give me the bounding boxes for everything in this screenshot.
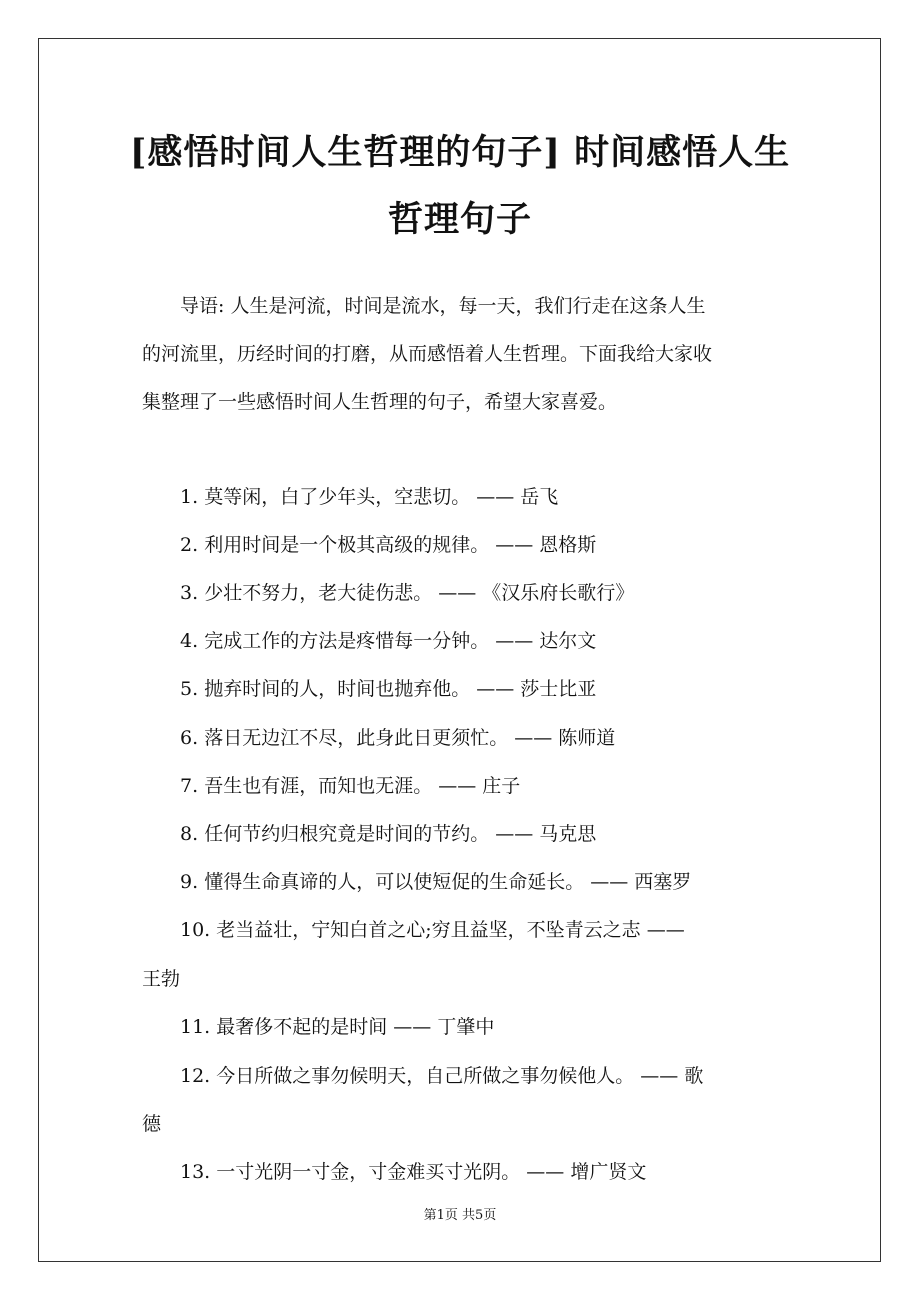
- quote-item-13: [180, 1157, 820, 1187]
- quote-number: 4.: [180, 630, 199, 652]
- quote-number: 10.: [180, 919, 211, 941]
- quote-item-7: [180, 771, 820, 801]
- quote-item-12-continuation: 德: [142, 1113, 162, 1135]
- quote-text: 吾生也有涯，而知也无涯。 —— 庄子: [204, 775, 521, 797]
- quote-item-8: [180, 819, 820, 849]
- quote-text: 一寸光阴一寸金，寸金难买寸光阴。 —— 增广贤文: [216, 1161, 647, 1183]
- quote-number: 9.: [180, 871, 199, 893]
- quote-number: 8.: [180, 823, 199, 845]
- quote-text: 老当益壮，宁知白首之心;穷且益坚，不坠青云之志 ——: [216, 919, 685, 941]
- intro-line-3: 集整理了一些感悟时间人生哲理的句子，希望大家喜爱。: [142, 391, 618, 413]
- page-footer: 第1页 共5页: [423, 1208, 497, 1223]
- page-title-line-1: [感悟时间人生哲理的句子] 时间感悟人生: [129, 132, 791, 173]
- quote-item-4: [180, 626, 820, 656]
- quote-text: 完成工作的方法是疼惜每一分钟。 —— 达尔文: [204, 630, 597, 652]
- quote-text: 懂得生命真谛的人，可以使短促的生命延长。 —— 西塞罗: [204, 871, 692, 893]
- quote-item-2: [180, 530, 820, 560]
- quote-number: 12.: [180, 1065, 211, 1087]
- quote-text: 最奢侈不起的是时间 —— 丁肇中: [216, 1016, 495, 1038]
- quote-number: 11.: [180, 1016, 211, 1038]
- quote-item-3: [180, 578, 820, 608]
- quote-number: 6.: [180, 727, 199, 749]
- quote-number: 7.: [180, 775, 199, 797]
- quote-number: 3.: [180, 582, 199, 604]
- quote-text: 今日所做之事勿候明天，自己所做之事勿候他人。 —— 歌: [216, 1065, 704, 1087]
- quote-text: 落日无边江不尽，此身此日更须忙。 —— 陈师道: [204, 727, 616, 749]
- quote-number: 5.: [180, 678, 199, 700]
- quote-text: 任何节约归根究竟是时间的节约。 —— 马克思: [204, 823, 597, 845]
- quote-number: 13.: [180, 1161, 211, 1183]
- quote-number: 1.: [180, 486, 199, 508]
- quote-item-11: [180, 1012, 820, 1042]
- intro-line-1: 导语: 人生是河流，时间是流水，每一天，我们行走在这条人生: [180, 295, 706, 317]
- quote-item-9: [180, 867, 820, 897]
- quote-item-12: [180, 1061, 820, 1091]
- quote-item-6: [180, 723, 820, 753]
- quote-text: 少壮不努力，老大徒伤悲。 —— 《汉乐府长歌行》: [204, 582, 635, 604]
- quote-item-5: [180, 674, 820, 704]
- page-title-line-2: 哲理句子: [387, 199, 532, 240]
- quote-text: 抛弃时间的人，时间也抛弃他。 —— 莎士比亚: [204, 678, 597, 700]
- quote-text: 莫等闲，白了少年头，空悲切。 —— 岳飞: [204, 486, 559, 508]
- quote-item-1: [180, 482, 820, 512]
- intro-line-2: 的河流里，历经时间的打磨，从而感悟着人生哲理。下面我给大家收: [142, 343, 713, 365]
- quote-item-10: [180, 915, 820, 945]
- quote-number: 2.: [180, 534, 199, 556]
- quote-item-10-continuation: 王勃: [142, 968, 181, 990]
- quote-text: 利用时间是一个极其高级的规律。 —— 恩格斯: [204, 534, 597, 556]
